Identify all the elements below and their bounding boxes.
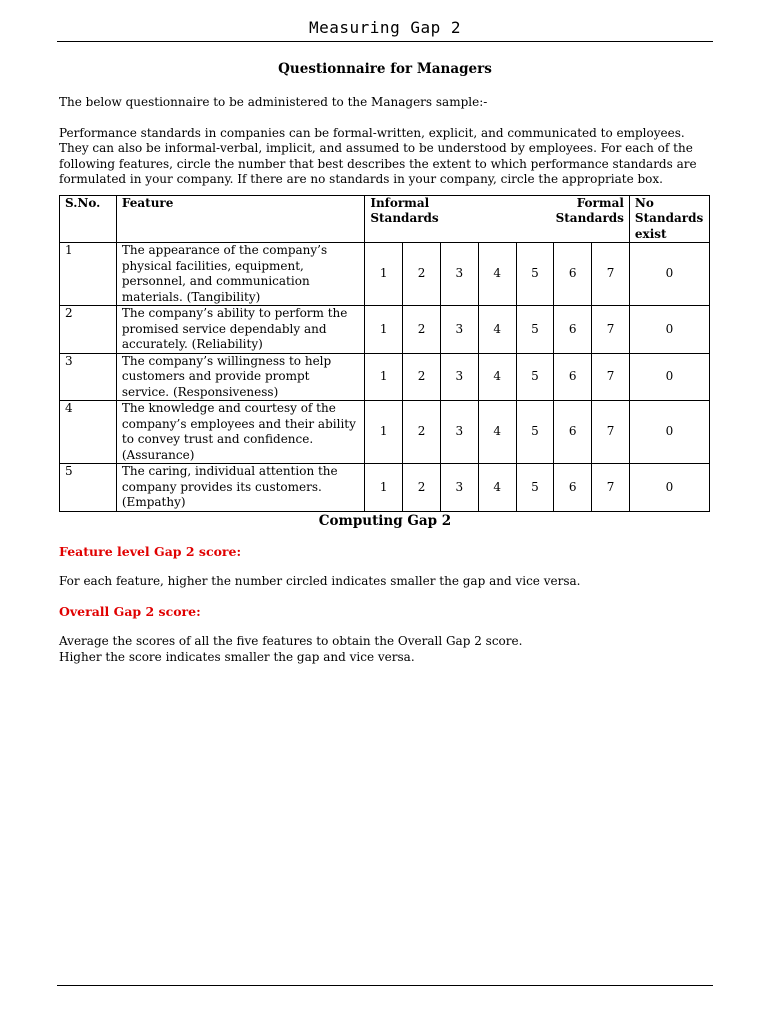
document-body <box>59 60 711 665</box>
header-formal-line2: Standards <box>555 211 624 225</box>
row-sno: 4 <box>60 401 117 464</box>
scale-option-1[interactable]: 1 <box>365 306 403 354</box>
table-row <box>60 353 710 401</box>
row-feature: The caring, individual attention the company provides its customers. (Empathy) <box>116 464 364 512</box>
scale-option-2[interactable]: 2 <box>403 306 441 354</box>
row-feature: The knowledge and courtesy of the company’s employees and their ability to convey trust and confidence. (Assurance) <box>116 401 364 464</box>
overall-text-1: Average the scores of all the five features to obtain the Overall Gap 2 score. <box>59 634 523 648</box>
scale-option-2[interactable]: 2 <box>403 464 441 512</box>
scale-option-3[interactable]: 3 <box>440 353 478 401</box>
header-informal-line2: Standards <box>370 211 439 225</box>
overall-heading: Overall Gap 2 score: <box>59 603 201 619</box>
feature-level-text: For each feature, higher the number circled indicates smaller the gap and vice versa. <box>59 574 581 588</box>
overall-text-2: Higher the score indicates smaller the gap and vice versa. <box>59 649 415 664</box>
row-sno: 2 <box>60 306 117 354</box>
scale-option-6[interactable]: 6 <box>554 353 592 401</box>
scale-option-5[interactable]: 5 <box>516 401 554 464</box>
header-scale <box>365 195 630 243</box>
scale-option-5[interactable]: 5 <box>516 353 554 401</box>
header-formal <box>556 196 624 227</box>
no-standards-option[interactable]: 0 <box>629 464 709 512</box>
scale-option-4[interactable]: 4 <box>478 401 516 464</box>
scale-option-7[interactable]: 7 <box>592 464 630 512</box>
scale-option-6[interactable]: 6 <box>554 243 592 306</box>
table-row <box>60 306 710 354</box>
row-sno: 5 <box>60 464 117 512</box>
no-standards-option[interactable]: 0 <box>629 243 709 306</box>
scale-option-5[interactable]: 5 <box>516 243 554 306</box>
no-standards-option[interactable]: 0 <box>629 353 709 401</box>
header-no-standards: No Standards exist <box>629 195 709 243</box>
row-feature: The appearance of the company’s physical facilities, equipment, personnel, and communication materials. (Tangibility) <box>116 243 364 306</box>
row-sno: 1 <box>60 243 117 306</box>
scale-option-4[interactable]: 4 <box>478 243 516 306</box>
scale-option-2[interactable]: 2 <box>403 401 441 464</box>
scale-option-6[interactable]: 6 <box>554 464 592 512</box>
scale-option-5[interactable]: 5 <box>516 464 554 512</box>
scale-option-7[interactable]: 7 <box>592 353 630 401</box>
table-body <box>60 243 710 512</box>
table-header-row <box>60 195 710 243</box>
scale-option-7[interactable]: 7 <box>592 306 630 354</box>
no-standards-option[interactable]: 0 <box>629 401 709 464</box>
header-informal <box>370 196 438 227</box>
row-sno: 3 <box>60 353 117 401</box>
scale-option-4[interactable]: 4 <box>478 306 516 354</box>
intro-text: The below questionnaire to be administered to the Managers sample:- <box>59 95 488 109</box>
scale-option-3[interactable]: 3 <box>440 464 478 512</box>
questionnaire-title: Questionnaire for Managers <box>278 61 492 77</box>
footer-rule <box>57 985 713 986</box>
header-feature: Feature <box>116 195 364 243</box>
table-row <box>60 243 710 306</box>
computing-title: Computing Gap 2 <box>318 512 452 529</box>
row-feature: The company’s ability to perform the promised service dependably and accurately. (Reliability) <box>116 306 364 354</box>
scale-option-1[interactable]: 1 <box>365 243 403 306</box>
scale-option-3[interactable]: 3 <box>440 306 478 354</box>
table-row <box>60 401 710 464</box>
header-sno: S.No. <box>60 195 117 243</box>
scale-option-5[interactable]: 5 <box>516 306 554 354</box>
scale-option-1[interactable]: 1 <box>365 353 403 401</box>
scale-option-3[interactable]: 3 <box>440 243 478 306</box>
scale-option-1[interactable]: 1 <box>365 401 403 464</box>
row-feature: The company’s willingness to help customers and provide prompt service. (Responsiveness) <box>116 353 364 401</box>
instructions-paragraph: Performance standards in companies can be formal-written, explicit, and communicated to employees. They can also be informal-verbal, implicit, and assumed to be understood by employees. For each of the following features, circle the number that best describes the extent to which performance standards are formulated in your company. If there are no standards in your company, circle the appropriate box. <box>59 125 697 186</box>
header-informal-line1: Informal <box>370 195 430 210</box>
scale-option-3[interactable]: 3 <box>440 401 478 464</box>
feature-level-heading: Feature level Gap 2 score: <box>59 543 242 559</box>
table-row <box>60 464 710 512</box>
scale-option-7[interactable]: 7 <box>592 243 630 306</box>
header-formal-line1: Formal <box>576 195 624 210</box>
scale-option-1[interactable]: 1 <box>365 464 403 512</box>
no-standards-option[interactable]: 0 <box>629 306 709 354</box>
scale-option-4[interactable]: 4 <box>478 353 516 401</box>
header-rule <box>57 41 713 42</box>
scale-option-7[interactable]: 7 <box>592 401 630 464</box>
scale-option-2[interactable]: 2 <box>403 243 441 306</box>
scale-option-6[interactable]: 6 <box>554 401 592 464</box>
scale-option-2[interactable]: 2 <box>403 353 441 401</box>
scale-option-4[interactable]: 4 <box>478 464 516 512</box>
page-header-title: Measuring Gap 2 <box>309 18 461 37</box>
scale-option-6[interactable]: 6 <box>554 306 592 354</box>
questionnaire-table <box>59 195 710 512</box>
